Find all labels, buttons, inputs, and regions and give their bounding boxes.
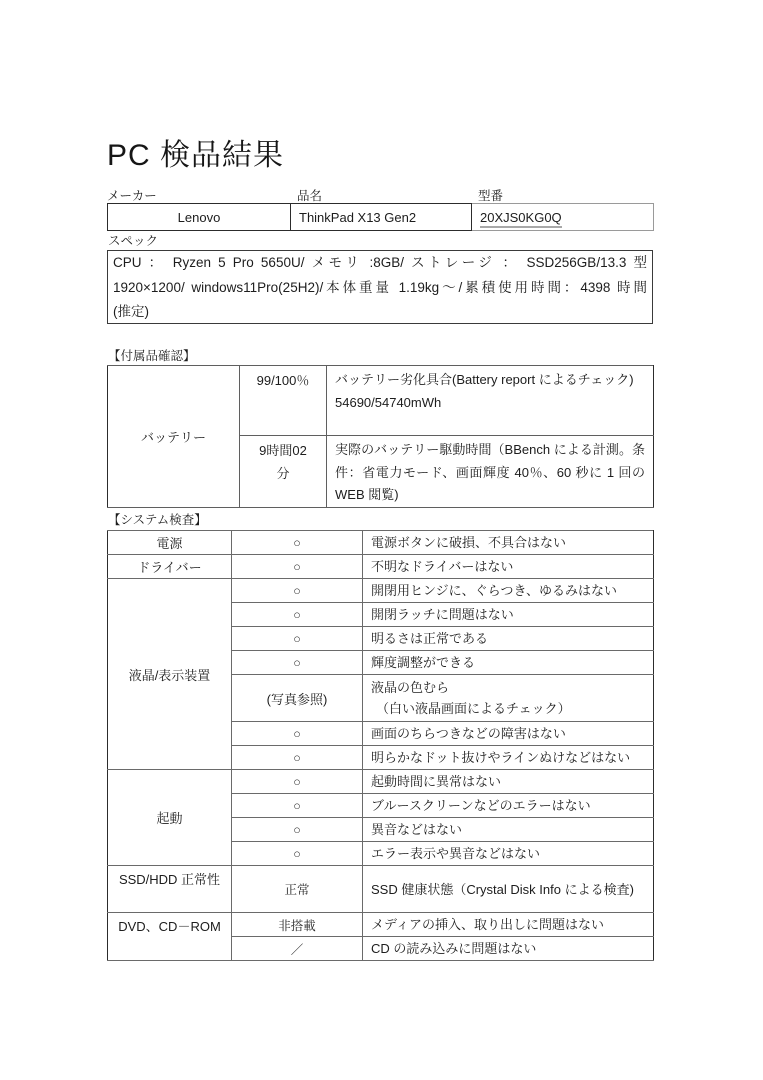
check-desc-cell — [363, 675, 654, 722]
check-mark-cell: ○ — [232, 818, 363, 842]
check-mark-cell: ○ — [232, 627, 363, 651]
display-colormura-line2: （白い液晶画面によるチェック） — [376, 701, 571, 716]
check-mark-cell: ○ — [232, 531, 363, 555]
check-mark-cell: ○ — [232, 722, 363, 746]
check-desc-cell: ブルースクリーンなどのエラーはない — [363, 794, 654, 818]
category-dvd-cdrom: DVD、CD－ROM — [108, 913, 232, 961]
product-table — [107, 203, 654, 231]
check-desc-cell: 電源ボタンに破損、不具合はない — [363, 531, 654, 555]
battery-table — [107, 365, 654, 508]
category-ssd-hdd: SSD/HDD 正常性 — [108, 866, 232, 913]
product-row — [108, 204, 654, 231]
table-row — [108, 555, 654, 579]
check-desc-cell: 画面のちらつきなどの障害はない — [363, 722, 654, 746]
product-header-row — [107, 186, 653, 204]
spec-box — [107, 250, 653, 324]
table-row — [108, 531, 654, 555]
battery-runtime-desc-cell: 実際のバッテリー駆動時間（BBench による計測。条件：省電力モード、画面輝度 40％、60 秒に 1 回の WEB 閲覧) — [327, 436, 654, 508]
system-inspection-table — [107, 530, 654, 961]
category-driver: ドライバー — [108, 555, 232, 579]
battery-runtime-line1: 9時間02 — [259, 443, 307, 458]
battery-runtime-line2: 分 — [276, 466, 290, 481]
check-mark-cell: ○ — [232, 746, 363, 770]
check-desc-cell: 輝度調整ができる — [363, 651, 654, 675]
category-display: 液晶/表示装置 — [108, 579, 232, 770]
spec-line-3: (推定) — [113, 304, 149, 319]
check-mark-cell: ○ — [232, 651, 363, 675]
check-mark-cell: ○ — [232, 794, 363, 818]
table-row — [108, 366, 654, 436]
battery-health-desc: バッテリー劣化具合(Battery report によるチェック) — [335, 372, 634, 387]
check-desc-cell: メディアの挿入、取り出しに問題はない — [363, 913, 654, 937]
table-row — [108, 913, 654, 937]
category-power: 電源 — [108, 531, 232, 555]
check-mark-cell: ○ — [232, 770, 363, 794]
battery-health-value-cell: 99/100％ — [240, 366, 327, 436]
check-mark-cell: 非搭載 — [232, 913, 363, 937]
check-desc-cell: CD の読み込みに問題はない — [363, 937, 654, 961]
check-desc-cell: 異音などはない — [363, 818, 654, 842]
battery-health-desc-cell — [327, 366, 654, 436]
check-desc-cell: エラー表示や異音などはない — [363, 842, 654, 866]
check-desc-cell: 開閉ラッチに問題はない — [363, 603, 654, 627]
product-header-name: 品名 — [297, 189, 323, 203]
spec-line-1: CPU ： Ryzen 5 Pro 5650U/ メモリ :8GB/ ストレージ ： SSD256GB/13.3 型 — [113, 255, 647, 270]
product-header-maker: メーカー — [107, 189, 157, 203]
table-row — [108, 579, 654, 603]
category-boot: 起動 — [108, 770, 232, 866]
check-mark-cell: ／ — [232, 937, 363, 961]
spec-line-2: 1920×1200/ windows11Pro(25H2)/本体重量 1.19kg～/累積使用時間：4398 時間 — [113, 279, 647, 295]
check-desc-cell: 起動時間に異常はない — [363, 770, 654, 794]
check-mark-cell: ○ — [232, 579, 363, 603]
table-row — [108, 770, 654, 794]
table-row — [108, 866, 654, 913]
product-name-cell: ThinkPad X13 Gen2 — [291, 204, 472, 231]
check-mark-cell: ○ — [232, 603, 363, 627]
check-desc-cell: 明らかなドット抜けやラインぬけなどはない — [363, 746, 654, 770]
check-mark-cell: 正常 — [232, 866, 363, 913]
battery-label-cell: バッテリー — [108, 366, 240, 508]
check-mark-cell: ○ — [232, 555, 363, 579]
accessories-section-label: 【付属品確認】 — [108, 349, 196, 363]
product-maker-cell: Lenovo — [108, 204, 291, 231]
battery-health-capacity: 54690/54740mWh — [335, 394, 442, 410]
check-desc-cell: 不明なドライバーはない — [363, 555, 654, 579]
check-mark-cell: ○ — [232, 842, 363, 866]
page-title: PC 検品結果 — [107, 139, 285, 172]
check-desc-cell: 明るさは正常である — [363, 627, 654, 651]
check-desc-cell: SSD 健康状態（Crystal Disk Info による検査) — [363, 866, 654, 913]
display-colormura-line1: 液晶の色むら — [371, 680, 450, 695]
product-model-cell — [472, 204, 654, 231]
system-section-label: 【システム検査】 — [108, 513, 207, 527]
check-desc-cell: 開閉用ヒンジに、ぐらつき、ゆるみはない — [363, 579, 654, 603]
product-model-value: 20XJS0KG0Q — [480, 210, 562, 228]
battery-runtime-value-cell — [240, 436, 327, 508]
product-header-model: 型番 — [478, 189, 504, 203]
spec-section-label: スペック — [108, 234, 159, 248]
photo-ref-cell: (写真参照) — [232, 675, 363, 722]
